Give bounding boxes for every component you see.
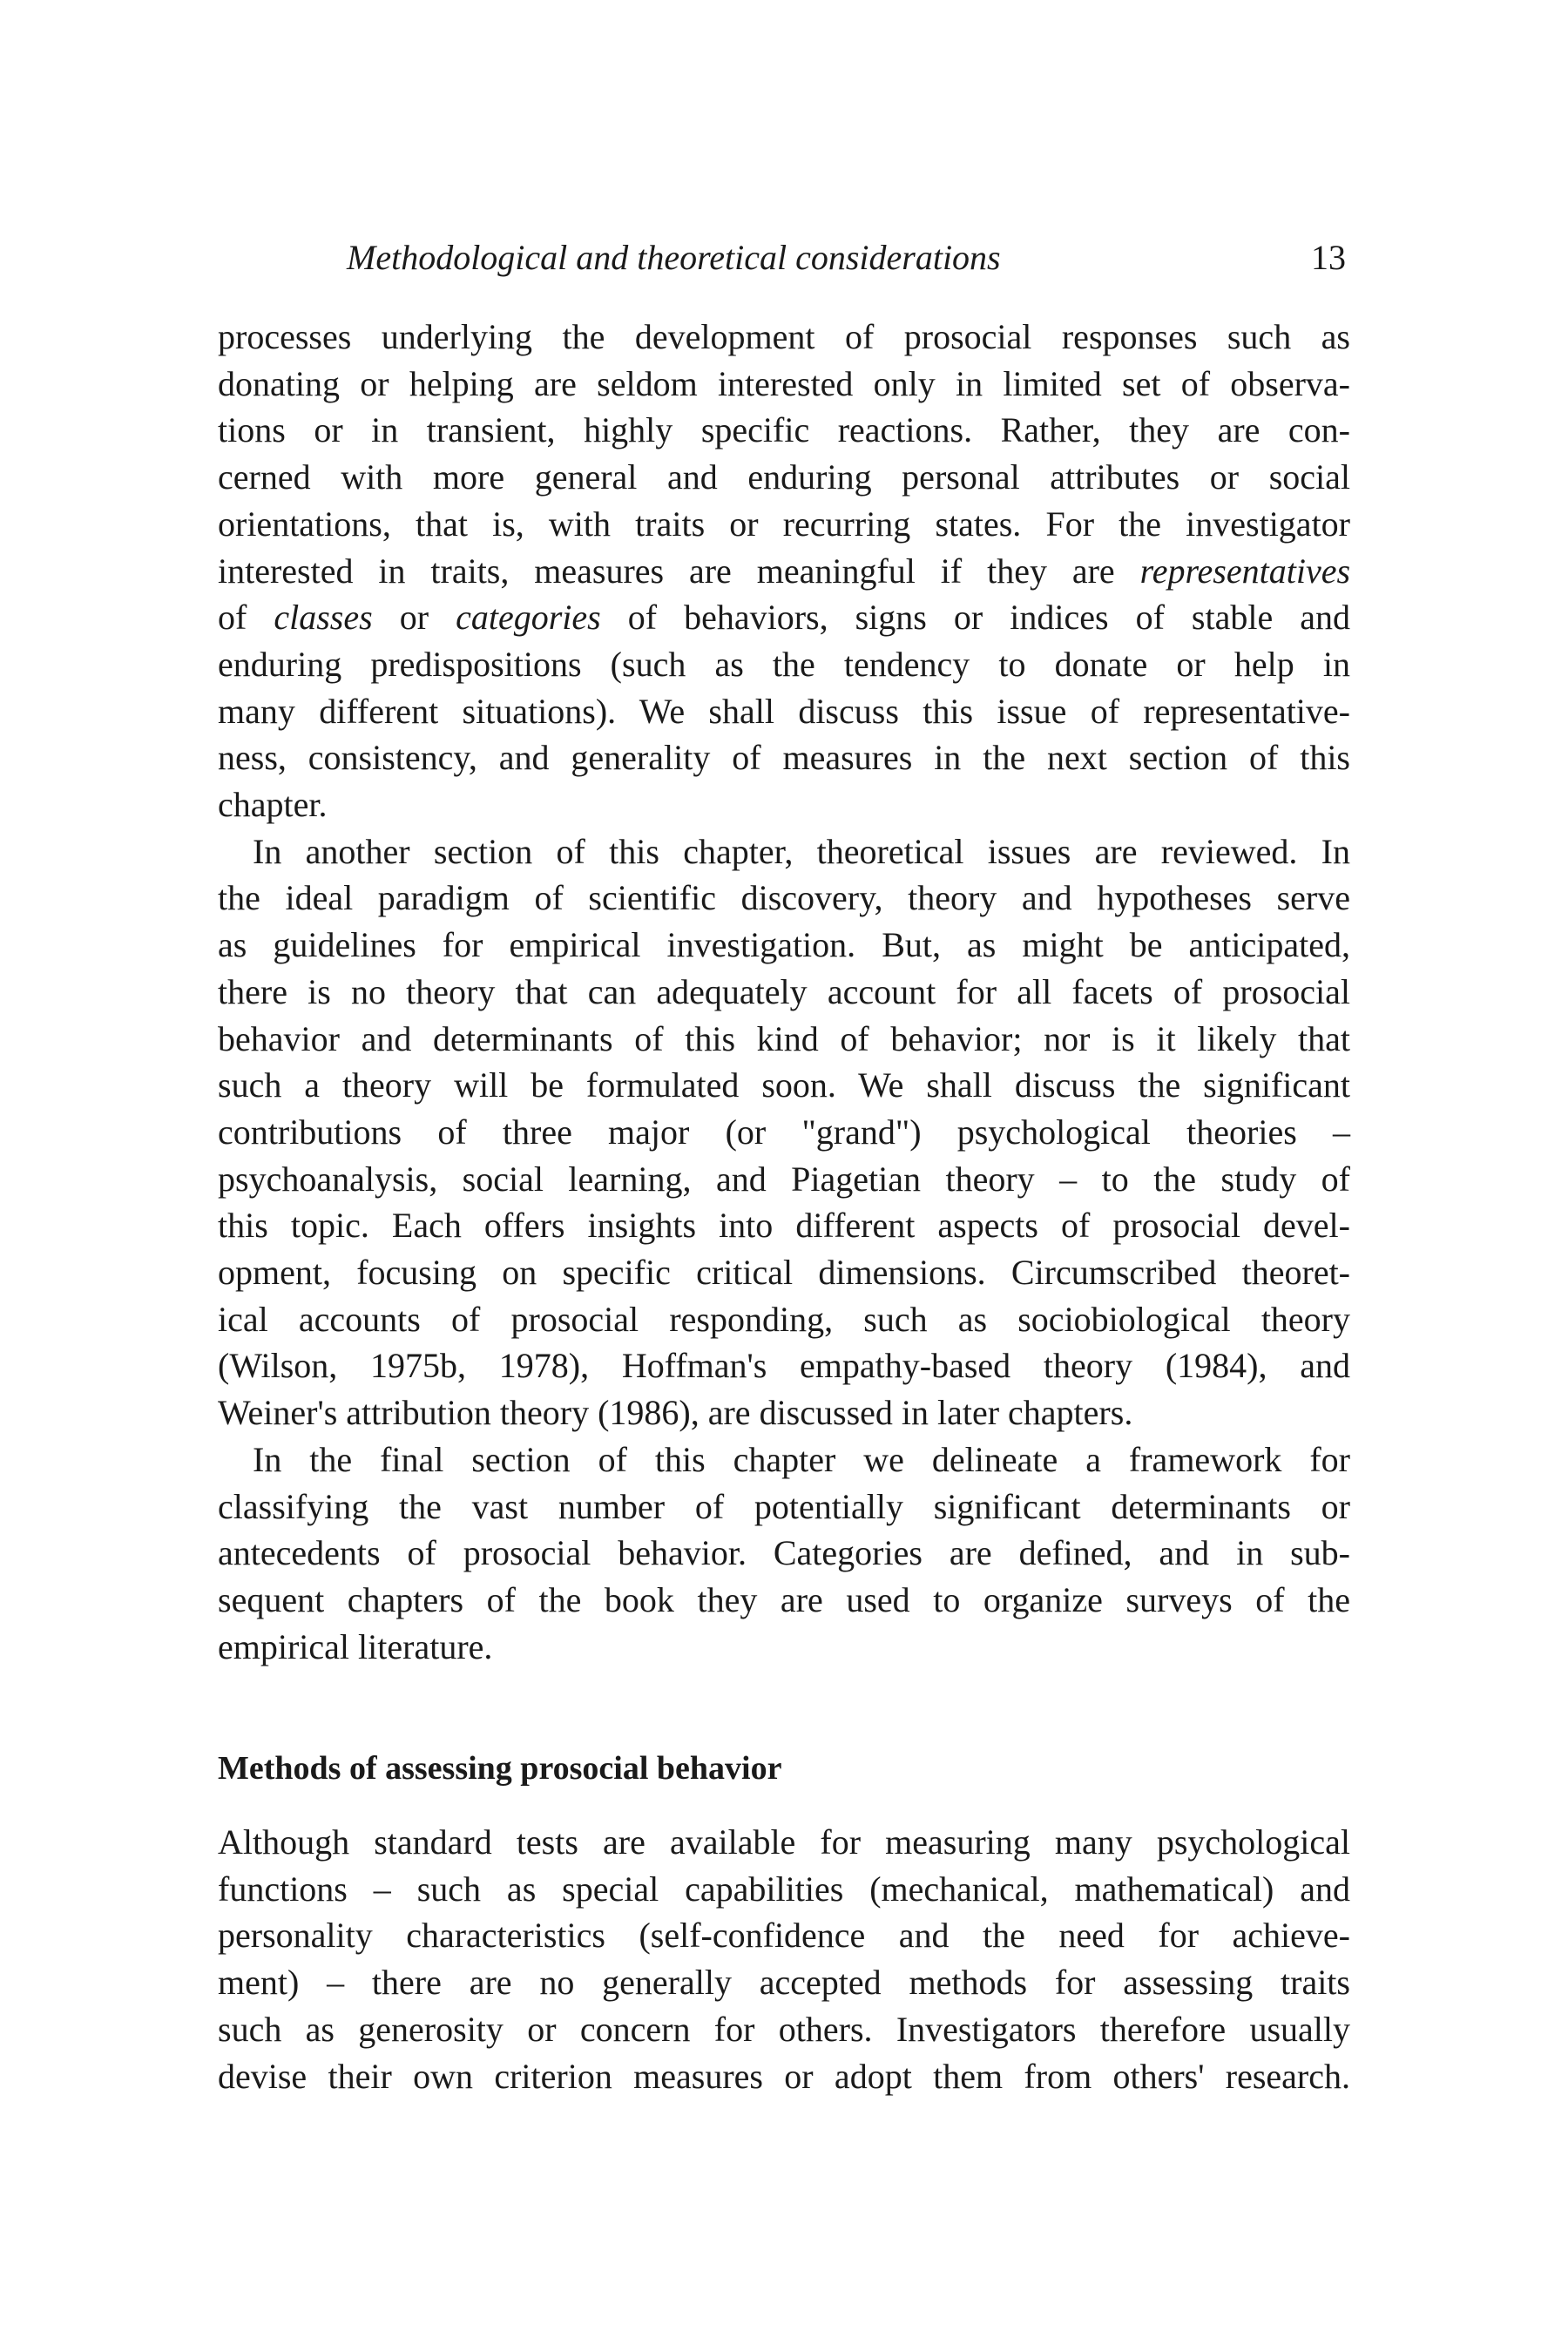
text-line: (Wilson, 1975b, 1978), Hoffman's empathy-based theory (1984), and <box>218 1346 1350 1386</box>
text-line: ical accounts of prosocial responding, such as sociobiological theory <box>218 1299 1350 1339</box>
text-line: such as generosity or concern for others. Investigators therefore usually <box>218 2009 1350 2049</box>
text-line: such a theory will be formulated soon. We shall discuss the significant <box>218 1065 1350 1105</box>
text-line: many different situations). We shall discuss this issue of representative- <box>218 691 1350 731</box>
text-line: In another section of this chapter, theoretical issues are reviewed. In <box>253 831 1350 871</box>
text-line: the ideal paradigm of scientific discovery, theory and hypotheses serve <box>218 878 1350 918</box>
text-line <box>218 594 1350 641</box>
section-body-text <box>218 1819 1350 2099</box>
text-line: Although standard tests are available for measuring many psychological <box>218 1822 1350 1862</box>
text-segment: interested in traits, measures are meaningful if they are <box>218 551 1115 591</box>
text-line: there is no theory that can adequately account for all facets of prosocial <box>218 971 1350 1011</box>
text-line: cerned with more general and enduring personal attributes or social <box>218 457 1350 497</box>
text-line: chapter. <box>218 785 328 825</box>
running-title: Methodological and theoretical considerations <box>347 238 1001 277</box>
emphasis-text: representatives <box>1139 551 1351 591</box>
text-line: as guidelines for empirical investigation. But, as might be anticipated, <box>218 925 1350 965</box>
text-line: processes underlying the development of prosocial responses such as <box>218 317 1350 356</box>
text-line: tions or in transient, highly specific reactions. Rather, they are con- <box>218 410 1350 450</box>
emphasis-text: categories <box>456 598 601 638</box>
text-line: ment) – there are no generally accepted methods for assessing traits <box>218 1963 1350 2003</box>
running-head <box>347 233 1348 282</box>
text-segment: of behaviors, signs or indices of stable and <box>627 598 1351 638</box>
text-line: In the final section of this chapter we delineate a framework for <box>253 1439 1350 1479</box>
text-line: Weiner's attribution theory (1986), are discussed in later chapters. <box>218 1393 1133 1433</box>
text-line: antecedents of prosocial behavior. Categories are defined, and in sub- <box>218 1533 1350 1573</box>
text-line: contributions of three major (or "grand") psychological theories – <box>218 1112 1350 1152</box>
text-line: classifying the vast number of potentially significant determinants or <box>218 1486 1350 1526</box>
text-line: psychoanalysis, social learning, and Piagetian theory – to the study of <box>218 1159 1350 1199</box>
text-line: opment, focusing on specific critical dimensions. Circumscribed theoret- <box>218 1253 1350 1293</box>
text-line: empirical literature. <box>218 1626 493 1666</box>
text-line <box>218 548 1350 595</box>
emphasis-text: classes <box>274 598 373 638</box>
section-heading: Methods of assessing prosocial behavior <box>218 1750 782 1787</box>
page-number: 13 <box>1311 238 1346 277</box>
text-line: devise their own criterion measures or adopt them from others' research. <box>218 2056 1350 2096</box>
text-line: enduring predispositions (such as the tendency to donate or help in <box>218 644 1350 684</box>
text-line: functions – such as special capabilities (mechanical, mathematical) and <box>218 1869 1350 1909</box>
text-line: personality characteristics (self-confidence and the need for achieve- <box>218 1916 1350 1956</box>
body-text <box>218 314 1350 1670</box>
text-segment: or <box>399 598 429 638</box>
text-line: orientations, that is, with traits or recurring states. For the investigator <box>218 504 1350 544</box>
text-line: donating or helping are seldom interested only in limited set of observa- <box>218 363 1350 403</box>
text-line: this topic. Each offers insights into different aspects of prosocial devel- <box>218 1206 1350 1246</box>
text-line: behavior and determinants of this kind of behavior; nor is it likely that <box>218 1018 1350 1058</box>
text-line: ness, consistency, and generality of measures in the next section of this <box>218 738 1350 778</box>
text-line: sequent chapters of the book they are used to organize surveys of the <box>218 1579 1350 1619</box>
text-segment: of <box>218 598 247 638</box>
